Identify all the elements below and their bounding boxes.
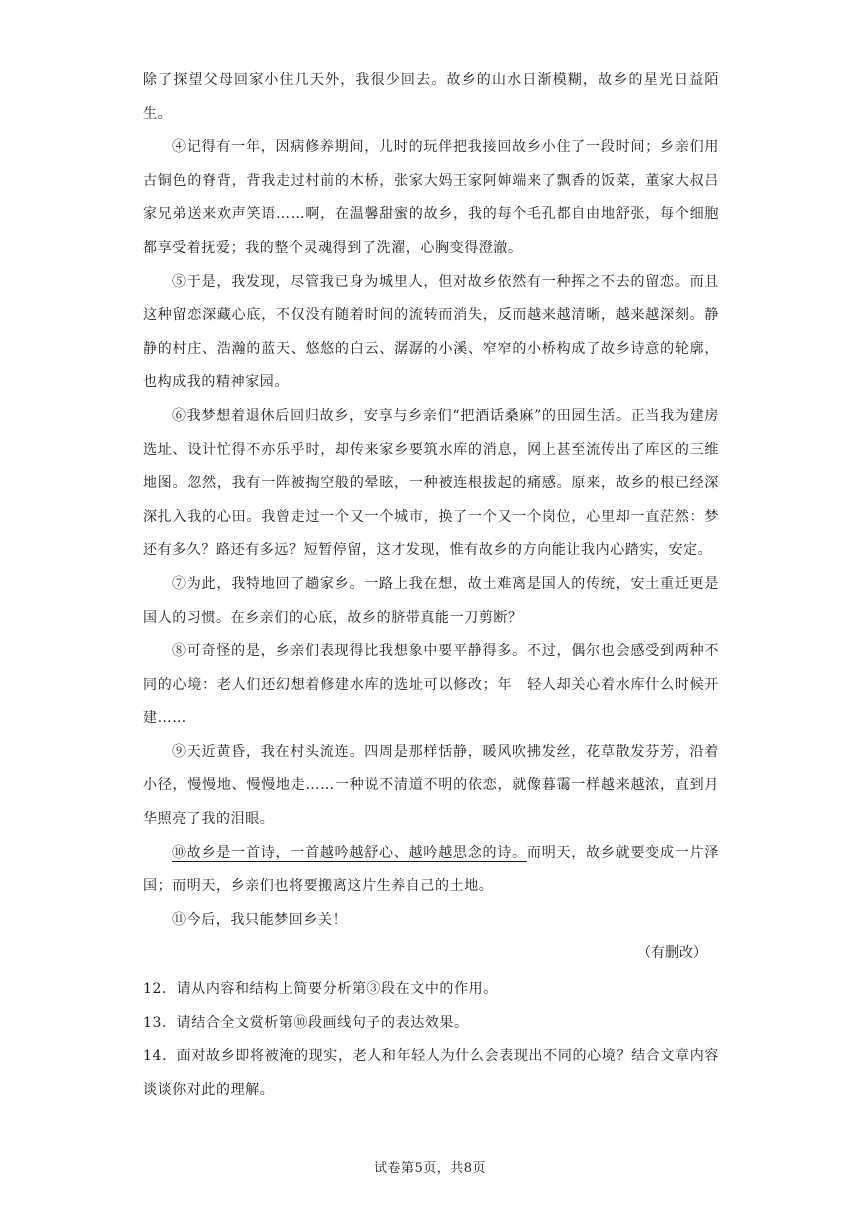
edit-note: （有删改） [637,945,707,962]
paragraph-11: ⑪今后，我只能梦回乡关！ [172,911,348,928]
paragraph-7: ⑦为此，我特地回了趟家乡。一路上我在想，故土难离是国人的传统，安土重迁更是国人的习惯。在乡亲们的心底，故乡的脐带真能一刀剪断？ [143,575,719,626]
paragraph-6: ⑥我梦想着退休后回归故乡，安享与乡亲们“把酒话桑麻”的田园生活。正当我为建房选址、设计忙得不亦乐乎时，却传来家乡要筑水库的消息，网上甚至流传出了库区的三维地图。忽然，我有一阵被掏空般的晕眩，一种被连根拔起的痛感。原来，故乡的根已经深深扎入我的心田。我曾走过一个又一个城市，换了一个又一个岗位，心里却一直茫然：梦还有多久？路还有多远？短暂停留，这才发现，惟有故乡的方向能让我内心踏实，安定。 [143,407,719,559]
paragraph-10-rest: 而明天，故乡就要变成一片泽国；而明天，乡亲们也将要搬离这片生养自己的土地。 [143,844,719,895]
question-12: 12．请从内容和结构上简要分析第③段在文中的作用。 [143,981,498,998]
underlined-sentence: ⑩故乡是一首诗，一首越吟越舒心、越吟越思念的诗。 [172,844,527,861]
question-14: 14．面对故乡即将被淹的现实，老人和年轻人为什么会表现出不同的心境？结合文章内容谈谈你对此的理解。 [143,1048,719,1098]
paragraph-4: ④记得有一年，因病修养期间，儿时的玩伴把我接回故乡小住了一段时间；乡亲们用古铜色的脊背，背我走过村前的木桥，张家大妈王家阿婶端来了飘香的饭菜，董家大叔吕家兄弟送来欢声笑语……啊，在温馨甜蜜的故乡，我的每个毛孔都自由地舒张，每个细胞都享受着抚爱；我的整个灵魂得到了洗濯，心胸变得澄澈。 [143,139,719,256]
question-13: 13．请结合全文赏析第⑩段画线句子的表达效果。 [143,1014,469,1031]
question-list [143,973,719,1107]
page-footer: 试卷第5页，共8页 [373,1161,487,1176]
paragraph-9: ⑨天近黄昏，我在村头流连。四周是那样恬静，暖风吹拂发丝，花草散发芬芳，沿着小径，慢慢地、慢慢地走……一种说不清道不明的依恋，就像暮霭一样越来越浓，直到月华照亮了我的泪眼。 [143,743,719,828]
paragraph-8: ⑧可奇怪的是，乡亲们表现得比我想象中要平静得多。不过，偶尔也会感受到两种不同的心境：老人们还幻想着修建水库的选址可以修改；年 轻人却关心着水库什么时候开建…… [143,643,719,727]
reading-passage [143,64,719,1107]
paragraph-5: ⑤于是，我发现，尽管我已身为城里人，但对故乡依然有一种挥之不去的留恋。而且这种留恋深藏心底，不仅没有随着时间的流转而消失，反而越来越清晰，越来越深刻。静静的村庄、浩瀚的蓝天、悠悠的白云、潺潺的小溪、窄窄的小桥构成了故乡诗意的轮廓，也构成我的精神家园。 [143,273,719,391]
paragraph-3-continued: 除了探望父母回家小住几天外，我很少回去。故乡的山水日渐模糊，故乡的星光日益陌生。 [143,72,719,122]
paragraph-10 [143,837,719,904]
